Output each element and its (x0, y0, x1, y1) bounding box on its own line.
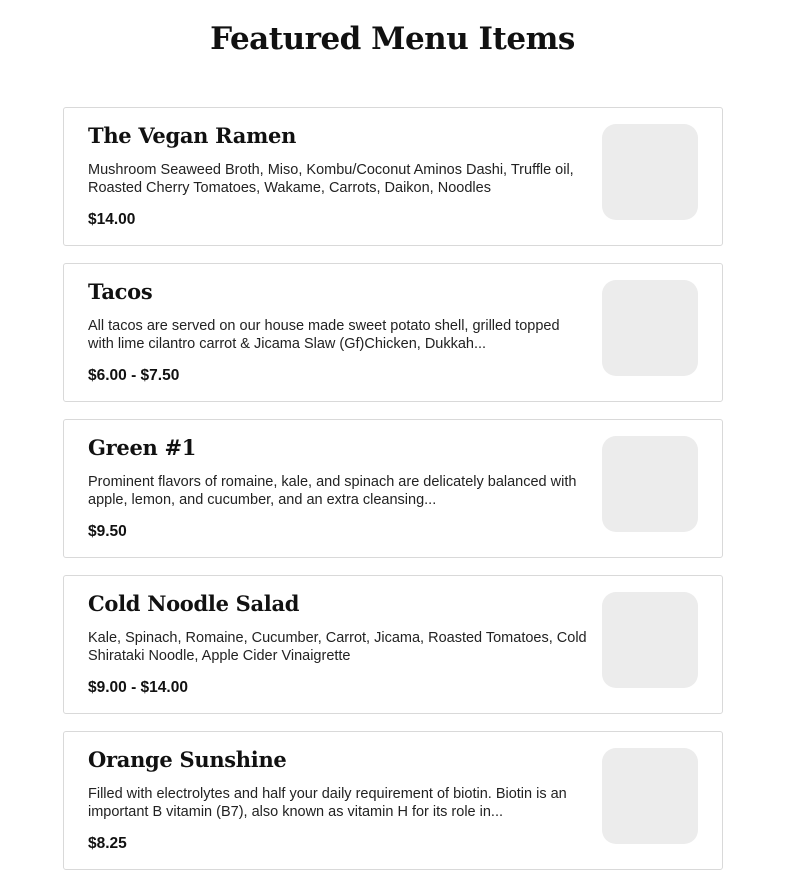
page-title: Featured Menu Items (210, 21, 575, 57)
menu-item-image (602, 280, 698, 376)
menu-item-description: Prominent flavors of romaine, kale, and spinach are delicately balanced with apple, lemon, and cucumber, and an extra cleansing... (88, 474, 577, 508)
menu-list (63, 107, 723, 887)
menu-item-image (602, 436, 698, 532)
menu-item-price: $8.25 (88, 835, 127, 852)
menu-item-description: Kale, Spinach, Romaine, Cucumber, Carrot, Jicama, Roasted Tomatoes, Cold Shirataki Noodle, Apple Cider Vinaigrette (88, 630, 587, 664)
menu-item-name: Cold Noodle Salad (88, 591, 300, 616)
menu-item-card[interactable] (63, 731, 723, 870)
menu-item-price: $9.00 - $14.00 (88, 679, 188, 696)
menu-item-text (88, 590, 588, 698)
menu-item-card[interactable] (63, 263, 723, 402)
menu-item-name: Orange Sunshine (88, 747, 287, 772)
menu-item-price: $9.50 (88, 523, 127, 540)
menu-item-description: Filled with electrolytes and half your daily requirement of biotin. Biotin is an important B vitamin (B7), also known as vitamin H for its role in... (88, 786, 567, 820)
menu-item-description: Mushroom Seaweed Broth, Miso, Kombu/Coconut Aminos Dashi, Truffle oil, Roasted Cherry Tomatoes, Wakame, Carrots, Daikon, Noodles (88, 162, 574, 196)
menu-item-card[interactable] (63, 419, 723, 558)
menu-item-image (602, 124, 698, 220)
menu-item-name: The Vegan Ramen (88, 123, 297, 148)
menu-item-image (602, 748, 698, 844)
menu-item-card[interactable] (63, 575, 723, 714)
menu-item-card[interactable] (63, 107, 723, 246)
menu-item-price: $14.00 (88, 211, 136, 228)
menu-item-price: $6.00 - $7.50 (88, 367, 180, 384)
menu-item-description: All tacos are served on our house made sweet potato shell, grilled topped with lime cilantro carrot & Jicama Slaw (Gf)Chicken, Dukkah... (88, 318, 560, 352)
menu-item-image (602, 592, 698, 688)
menu-item-name: Green #1 (88, 435, 197, 460)
menu-item-name: Tacos (88, 279, 153, 304)
menu-item-text (88, 278, 588, 386)
menu-item-text (88, 434, 588, 542)
menu-item-text (88, 122, 588, 230)
menu-item-text (88, 746, 588, 854)
